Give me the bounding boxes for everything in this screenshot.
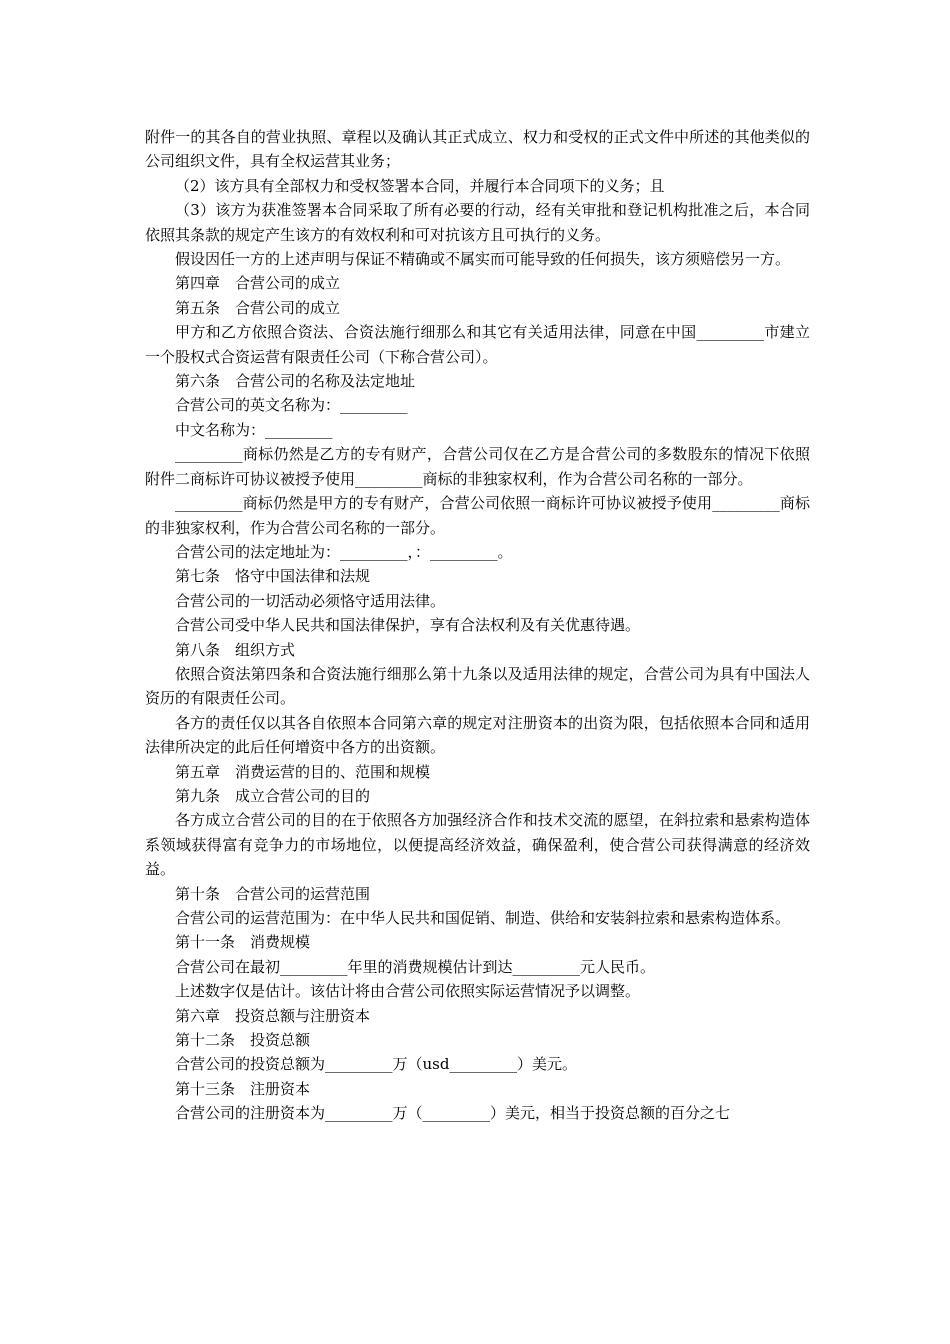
paragraph-19: 各方的责任仅以其各自依照本合同第六章的规定对注册资本的出资为限，包括依照本合同和适用法律所决定的此后任何增资中各方的出资额。 <box>145 713 810 757</box>
document-page <box>145 125 810 1126</box>
paragraph-2: （2）该方具有全部权力和受权签署本合同，并履行本合同项下的义务；且 <box>175 176 665 195</box>
paragraph-10: 中文名称为：_________ <box>175 420 333 439</box>
paragraph-16: 合营公司受中华人民共和国法律保护，享有合法权利及有关优惠待遇。 <box>175 616 641 635</box>
paragraph-24: 合营公司的运营范围为：在中华人民共和国促销、制造、供给和安装斜拉索和悬索构造体系。 <box>175 909 791 927</box>
paragraph-13: 合营公司的法定地址为：_________，：_________。 <box>175 542 513 561</box>
article-heading-8: 第八条 组织方式 <box>175 640 296 659</box>
chapter-heading-5: 第五章 消费运营的目的、范围和规模 <box>175 762 431 781</box>
article-heading-6: 第六条 合营公司的名称及法定地址 <box>175 372 416 391</box>
chapter-heading-4: 第四章 合营公司的成立 <box>175 274 341 293</box>
paragraph-22: 各方成立合营公司的目的在于依照各方加强经济合作和技术交流的愿望，在斜拉索和悬索构造体系领域获得富有竞争力的市场地位，以便提高经济效益，确保盈利，使合营公司获得满意的经济效益。 <box>145 811 810 879</box>
paragraph-12: _________商标仍然是甲方的专有财产，合营公司依照一商标许可协议被授予使用_________商标的非独家权利，作为合营公司名称的一部分。 <box>145 494 810 537</box>
paragraph-26: 合营公司在最初_________年里的消费规模估计到达_________元人民币。 <box>175 957 656 976</box>
paragraph-3: （3）该方为获准签署本合同采取了所有必要的行动，经有关审批和登记机构批准之后，本合同依照其条款的规定产生该方的有效权利和可对抗该方且可执行的义务。 <box>145 201 810 244</box>
paragraph-32: 合营公司的注册资本为_________万（_________）美元，相当于投资总额的百分之七 <box>175 1104 731 1123</box>
paragraph-15: 合营公司的一切活动必须恪守适用法律。 <box>175 591 446 610</box>
paragraph-4: 假设因任一方的上述声明与保证不精确或不属实而可能导致的任何损失，该方须赔偿另一方。 <box>175 250 791 269</box>
article-heading-10: 第十条 合营公司的运营范围 <box>175 884 371 903</box>
paragraph-7: 甲方和乙方依照合资法、合资法施行细那么和其它有关适用法律，同意在中国_________市建立一个股权式合资运营有限责任公司（下称合营公司）。 <box>145 323 810 366</box>
paragraph-30: 合营公司的投资总额为_________万（usd_________）美元。 <box>175 1055 577 1074</box>
article-heading-11: 第十一条 消费规模 <box>175 933 311 952</box>
paragraph-18: 依照合资法第四条和合资法施行细那么第十九条以及适用法律的规定，合营公司为具有中国法人资历的有限责任公司。 <box>145 664 810 708</box>
paragraph-1: 附件一的其各自的营业执照、章程以及确认其正式成立、权力和受权的正式文件中所述的其他类似的公司组织文件，具有全权运营其业务； <box>145 128 810 171</box>
article-heading-12: 第十二条 投资总额 <box>175 1031 311 1050</box>
paragraph-11: _________商标仍然是乙方的专有财产，合营公司仅在乙方是合营公司的多数股东的情况下依照附件二商标许可协议被授予使用_________商标的非独家权利，作为合营公司名称的一部分。 <box>145 445 810 488</box>
article-heading-13: 第十三条 注册资本 <box>175 1079 311 1098</box>
chapter-heading-6: 第六章 投资总额与注册资本 <box>175 1006 371 1025</box>
paragraph-27: 上述数字仅是估计。该估计将由合营公司依照实际运营情况予以调整。 <box>175 982 641 1001</box>
article-heading-9: 第九条 成立合营公司的目的 <box>175 786 371 805</box>
article-heading-5: 第五条 合营公司的成立 <box>175 298 341 317</box>
paragraph-9: 合营公司的英文名称为：_________ <box>175 396 408 415</box>
article-heading-7: 第七条 恪守中国法律和法规 <box>175 567 371 586</box>
